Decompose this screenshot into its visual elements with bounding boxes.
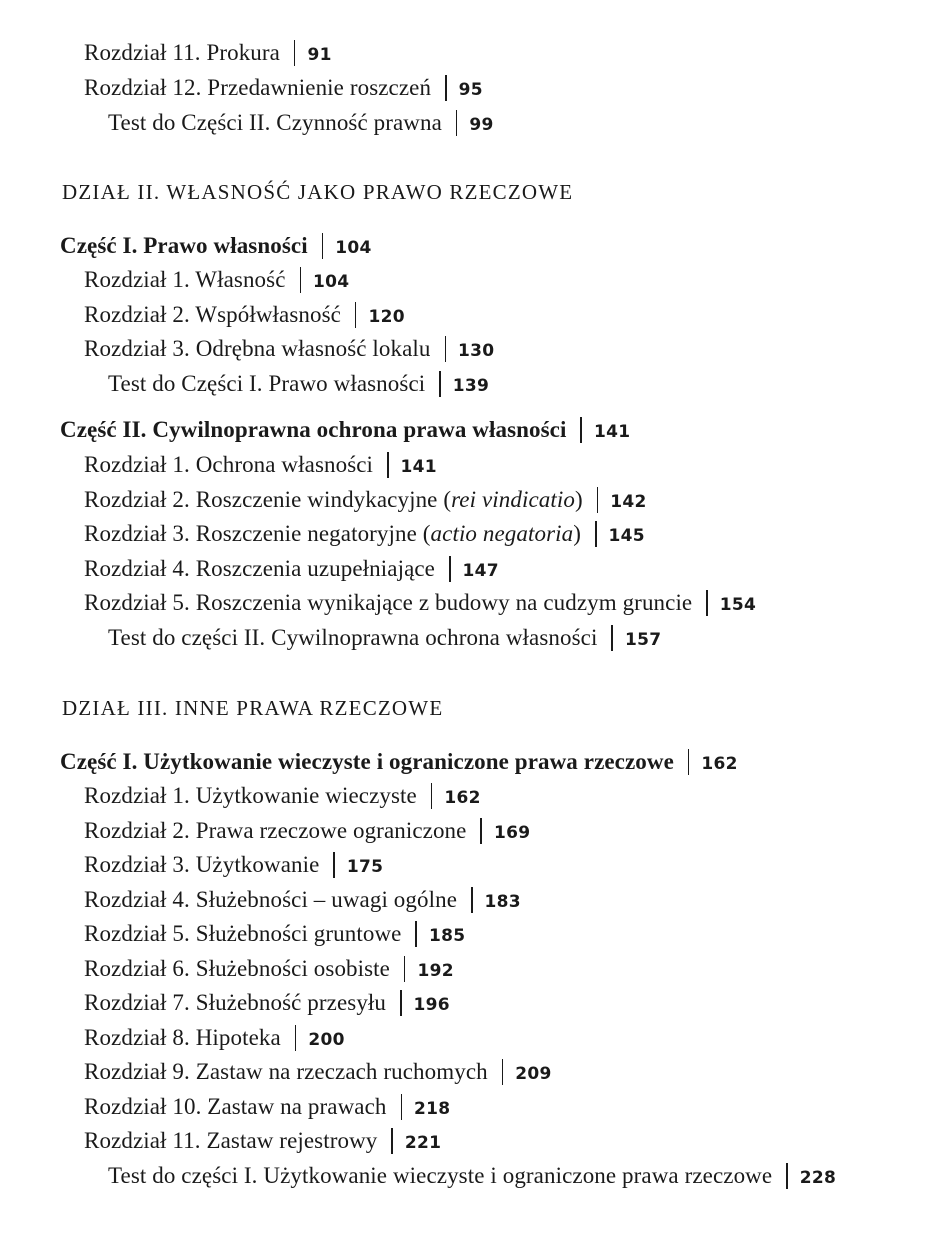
separator [415, 921, 417, 947]
toc-entry [84, 1126, 441, 1158]
page-number: 196 [413, 995, 450, 1015]
toc-entry [84, 485, 647, 517]
separator [445, 336, 447, 362]
page-number: 200 [308, 1030, 345, 1050]
separator [333, 852, 335, 878]
entry-label: Rozdział 5. Roszczenia wynikające z budowy na cudzym gruncie [84, 590, 693, 615]
entry-label: Rozdział 2. Współwłasność [84, 302, 341, 327]
page-number: 147 [462, 561, 499, 581]
page-number: 141 [400, 457, 437, 477]
toc-entry-test [108, 623, 661, 655]
separator [300, 267, 302, 293]
separator [387, 452, 389, 478]
separator [295, 1025, 297, 1051]
toc-entry-test [108, 108, 494, 140]
entry-label [84, 521, 581, 546]
toc-entry [84, 1092, 450, 1124]
toc-entry [84, 954, 454, 986]
separator [595, 521, 597, 547]
page-number: 104 [335, 238, 372, 258]
separator [391, 1128, 393, 1154]
entry-label-post: ) [574, 487, 583, 512]
toc-entry [84, 38, 332, 70]
entry-label-latin: rei vindicatio [451, 487, 575, 512]
toc-entry [84, 781, 481, 813]
entry-label-post: ) [573, 521, 581, 546]
entry-label: Test do Części I. Prawo własności [108, 371, 426, 396]
page-number: 91 [307, 45, 332, 65]
toc-entry-test [108, 1161, 836, 1193]
part-heading [60, 231, 372, 263]
part-title: Część II. Cywilnoprawna ochrona prawa własności [60, 417, 567, 442]
separator [431, 783, 433, 809]
separator [355, 302, 357, 328]
page-number: 185 [428, 926, 466, 946]
entry-label: Rozdział 3. Użytkowanie [84, 852, 320, 877]
page-number: 104 [313, 272, 350, 292]
entry-label-pre: Rozdział 2. Roszczenie windykacyjne ( [84, 487, 452, 512]
page-number: 130 [458, 341, 495, 361]
toc-entry [84, 554, 499, 586]
separator [404, 956, 406, 982]
separator [322, 233, 324, 259]
toc-entry [84, 919, 465, 951]
toc-entry [84, 265, 349, 297]
separator [688, 749, 690, 775]
entry-label: Rozdział 8. Hipoteka [84, 1025, 281, 1050]
page-number: 139 [452, 376, 490, 396]
entry-label: Rozdział 1. Własność [84, 267, 286, 292]
entry-label: Rozdział 10. Zastaw na prawach [84, 1094, 387, 1119]
entry-label: Rozdział 4. Służebności – uwagi ogólne [84, 887, 458, 912]
entry-label [84, 487, 583, 512]
entry-label: Rozdział 1. Użytkowanie wieczyste [84, 783, 417, 808]
toc-entry [84, 1023, 345, 1055]
separator [449, 556, 451, 582]
page-number: 154 [719, 595, 757, 615]
page-number: 120 [368, 307, 405, 327]
entry-label: Rozdział 5. Służebności gruntowe [84, 921, 402, 946]
entry-label: Test do Części II. Czynność prawna [108, 110, 442, 135]
toc-entry [84, 588, 756, 620]
toc-entry [84, 988, 450, 1020]
toc-entry [84, 885, 521, 917]
toc-entry [84, 519, 645, 551]
section-heading: DZIAŁ III. INNE PRAWA RZECZOWE [62, 696, 444, 720]
separator [480, 818, 482, 844]
entry-label: Rozdział 3. Odrębna własność lokalu [84, 336, 431, 361]
page-number: 175 [346, 857, 384, 877]
separator [400, 990, 402, 1016]
entry-label-pre: Rozdział 3. Roszczenie negatoryjne ( [84, 521, 431, 546]
toc-entry [84, 850, 383, 882]
part-heading [60, 415, 630, 447]
entry-label: Rozdział 11. Zastaw rejestrowy [84, 1128, 378, 1153]
page-number: 141 [593, 422, 631, 442]
separator [597, 487, 599, 513]
separator [439, 371, 441, 397]
separator [580, 417, 582, 443]
separator [294, 40, 296, 66]
toc-entry [84, 73, 483, 105]
page-number: 221 [404, 1133, 442, 1153]
entry-label: Test do części II. Cywilnoprawna ochrona własności [108, 625, 598, 650]
entry-label-latin: actio negatoria [430, 521, 574, 546]
separator [611, 625, 613, 651]
page-number: 162 [444, 788, 481, 808]
page-number: 228 [799, 1168, 837, 1188]
toc-entry [84, 334, 494, 366]
separator [456, 110, 458, 136]
toc-entry [84, 300, 405, 332]
part-heading [60, 747, 738, 779]
page-number: 145 [608, 526, 645, 546]
page-number: 162 [701, 754, 738, 774]
page-number: 218 [414, 1099, 451, 1119]
entry-label: Rozdział 9. Zastaw na rzeczach ruchomych [84, 1059, 488, 1084]
section-heading: DZIAŁ II. WŁASNOŚĆ JAKO PRAWO RZECZOWE [62, 180, 574, 204]
toc-entry [84, 450, 437, 482]
separator [471, 887, 473, 913]
part-title: Część I. Prawo własności [60, 233, 308, 258]
page-number: 95 [458, 80, 483, 100]
page-number: 99 [469, 115, 494, 135]
entry-label: Rozdział 4. Roszczenia uzupełniające [84, 556, 435, 581]
page-number: 142 [610, 492, 647, 512]
entry-label: Rozdział 6. Służebności osobiste [84, 956, 390, 981]
entry-label: Rozdział 7. Służebność przesyłu [84, 990, 387, 1015]
entry-label: Rozdział 12. Przedawnienie roszczeń [84, 75, 432, 100]
entry-label: Test do części I. Użytkowanie wieczyste i ograniczone prawa rzeczowe [108, 1163, 773, 1188]
separator [401, 1094, 403, 1120]
page-number: 209 [515, 1064, 552, 1084]
page-number: 183 [484, 892, 521, 912]
toc-entry-test [108, 369, 489, 401]
entry-label: Rozdział 11. Prokura [84, 40, 280, 65]
page-number: 169 [493, 823, 531, 843]
separator [445, 75, 447, 101]
separator [706, 590, 708, 616]
entry-label: Rozdział 2. Prawa rzeczowe ograniczone [84, 818, 467, 843]
separator [502, 1059, 504, 1085]
page-number: 157 [624, 630, 662, 650]
page-number: 192 [417, 961, 454, 981]
toc-entry [84, 1057, 552, 1089]
toc-entry [84, 816, 530, 848]
part-title: Część I. Użytkowanie wieczyste i ograniczone prawa rzeczowe [60, 749, 674, 774]
separator [786, 1163, 788, 1189]
entry-label: Rozdział 1. Ochrona własności [84, 452, 374, 477]
